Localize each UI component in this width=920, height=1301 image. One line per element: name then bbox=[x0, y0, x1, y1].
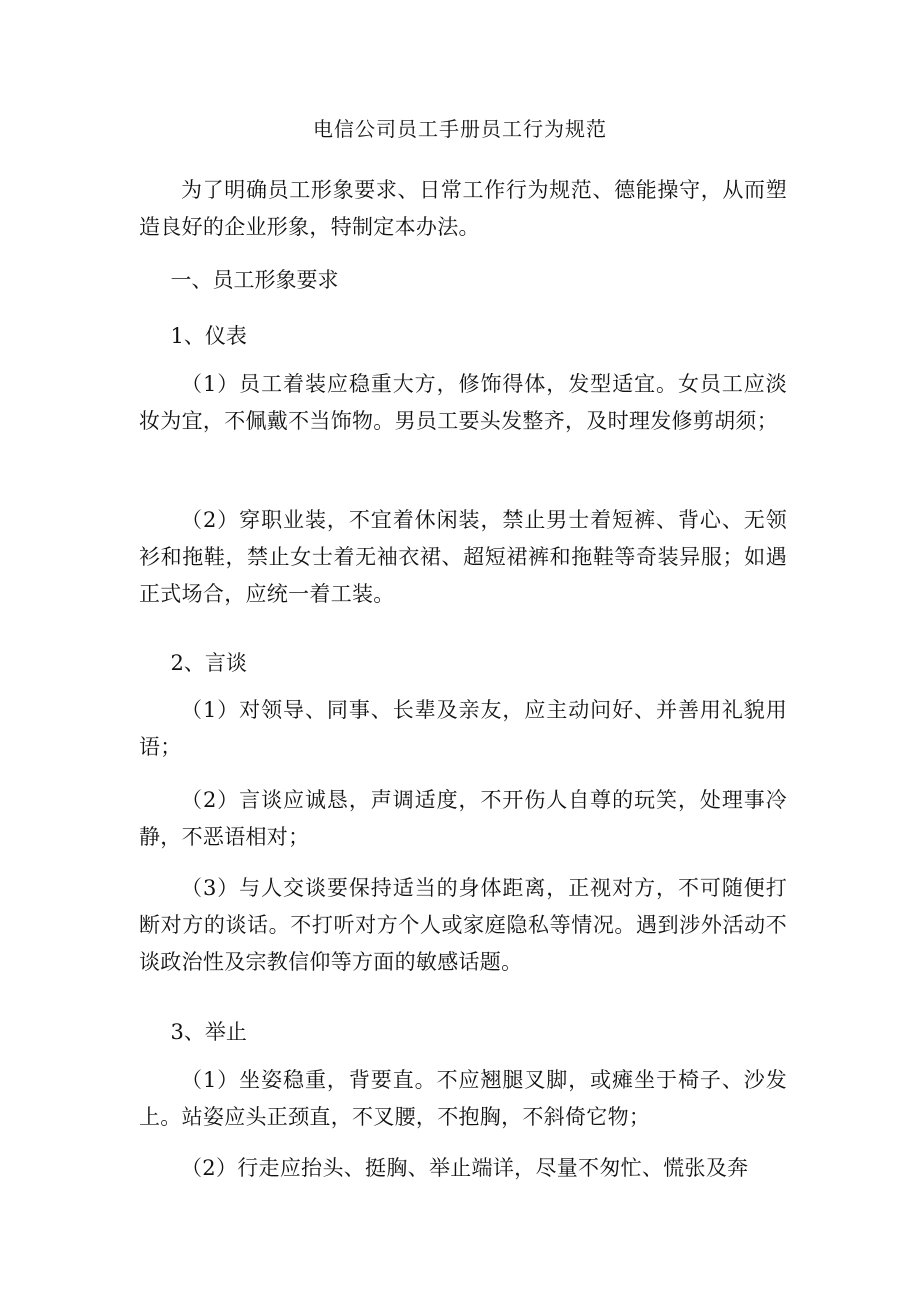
intro-paragraph: 为了明确员工形象要求、日常工作行为规范、德能操守，从而塑造良好的企业形象，特制定本办法。 bbox=[139, 178, 787, 239]
paragraph-speech-3: （3）与人交谈要保持适当的身体距离，正视对方，不可随便打断对方的谈话。不打听对方个人或家庭隐私等情况。遇到涉外活动不谈政治性及宗教信仰等方面的敏感话题。 bbox=[139, 876, 787, 974]
document-title: 电信公司员工手册员工行为规范 bbox=[313, 117, 607, 141]
paragraph-behavior-1: （1）坐姿稳重，背要直。不应翘腿叉脚，或瘫坐于椅子、沙发上。站姿应头正颈直，不叉腰，不抱胸，不斜倚它物； bbox=[139, 1068, 787, 1129]
subsection-heading-speech: 2、言谈 bbox=[170, 651, 247, 675]
subsection-heading-behavior: 3、举止 bbox=[170, 1020, 247, 1044]
paragraph-dress-1: （1）员工着装应稳重大方，修饰得体，发型适宜。女员工应淡妆为宜，不佩戴不当饰物。男员工要头发整齐，及时理发修剪胡须； bbox=[139, 372, 787, 433]
paragraph-behavior-2: （2）行走应抬头、挺胸、举止端详，尽量不匆忙、慌张及奔 bbox=[181, 1156, 749, 1180]
paragraph-speech-2: （2）言谈应诚恳，声调适度，不开伤人自尊的玩笑，处理事冷静，不恶语相对； bbox=[139, 788, 787, 849]
section-heading-appearance: 一、员工形象要求 bbox=[170, 268, 339, 292]
paragraph-speech-1: （1）对领导、同事、长辈及亲友，应主动问好、并善用礼貌用语； bbox=[139, 698, 787, 759]
paragraph-dress-2: （2）穿职业装，不宜着休闲装，禁止男士着短裤、背心、无领衫和拖鞋，禁止女士着无袖衣裙、超短裙裤和拖鞋等奇装异服；如遇正式场合，应统一着工装。 bbox=[139, 508, 787, 606]
subsection-heading-demeanor: 1、仪表 bbox=[170, 324, 247, 348]
